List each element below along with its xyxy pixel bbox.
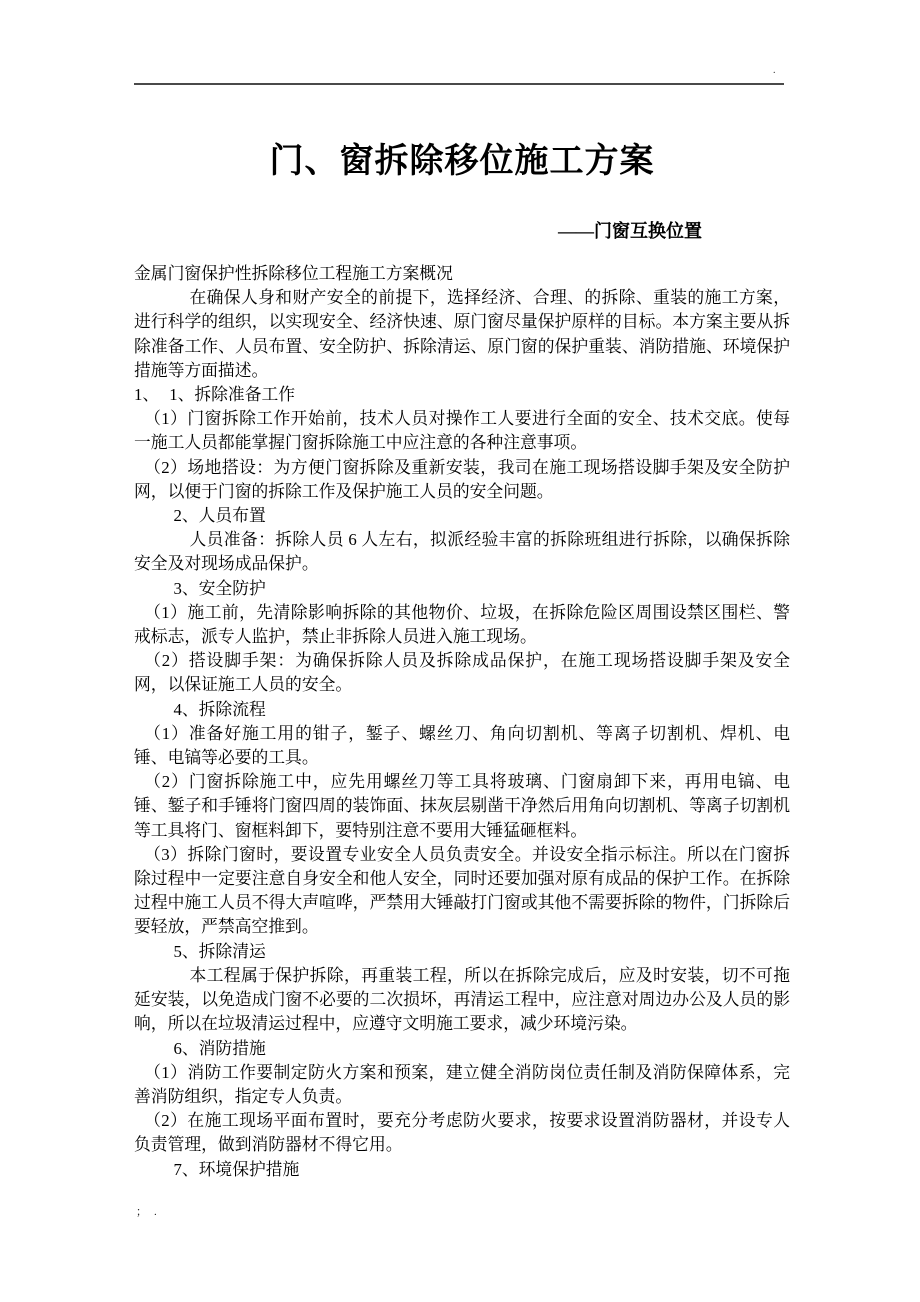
footer-semicolon: ； bbox=[136, 1206, 147, 1218]
document-content bbox=[134, 100, 790, 1182]
paragraph: （1）准备好施工用的钳子，錾子、螺丝刀、角向切割机、等离子切割机、焊机、电锤、电镐等必要的工具。 bbox=[134, 723, 790, 768]
paragraph: （3）拆除门窗时，要设置专业安全人员负责安全。并设安全指示标注。所以在门窗拆除过程中一定要注意自身安全和他人安全，同时还要加强对原有成品的保护工作。在拆除过程中施工人员不得大声喧哗，严禁用大锤敲打门窗或其他不需要拆除的物件，门拆除后要轻放，严禁高空推到。 bbox=[134, 844, 790, 937]
paragraph: （1）施工前，先清除影响拆除的其他物价、垃圾，在拆除危险区周围设禁区围栏、警戒标志，派专人监护，禁止非拆除人员进入施工现场。 bbox=[134, 602, 790, 647]
document-body bbox=[134, 262, 790, 1182]
footer-dot: . bbox=[154, 1206, 157, 1218]
paragraph: （2）搭设脚手架：为确保拆除人员及拆除成品保护，在施工现场搭设脚手架及安全网，以保证施工人员的安全。 bbox=[134, 651, 790, 695]
section-heading-6: 6、消防措施 bbox=[173, 1038, 266, 1058]
page-subtitle: ——门窗互换位置 bbox=[558, 221, 702, 241]
list-marker: 1、 bbox=[134, 385, 160, 405]
paragraph: （1）门窗拆除工作开始前，技术人员对操作工人要进行全面的安全、技术交底。使每一施工人员都能掌握门窗拆除施工中应注意的各种注意事项。 bbox=[134, 409, 790, 453]
section-heading-2: 2、人员布置 bbox=[173, 506, 266, 526]
footer-mark bbox=[136, 1205, 157, 1219]
header-rule bbox=[134, 83, 784, 85]
section-heading-1 bbox=[134, 383, 790, 407]
paragraph: （1）消防工作要制定防火方案和预案，建立健全消防岗位责任制及消防保障体系，完善消防组织，指定专人负责。 bbox=[134, 1062, 790, 1106]
paragraph: （2）场地搭设：为方便门窗拆除及重新安装，我司在施工现场搭设脚手架及安全防护网，以便于门窗的拆除工作及保护施工人员的安全问题。 bbox=[134, 457, 790, 501]
page-title: 门、窗拆除移位施工方案 bbox=[269, 143, 655, 180]
list-text: 1、拆除准备工作 bbox=[169, 385, 296, 405]
page-corner-mark: . bbox=[773, 65, 776, 76]
paragraph: 本工程属于保护拆除，再重装工程，所以在拆除完成后，应及时安装，切不可拖延安装，以免造成门窗不必要的二次损坏，再清运工程中，应注意对周边办公及人员的影响，所以在垃圾清运过程中，应遵守文明施工要求，减少环境污染。 bbox=[134, 965, 790, 1034]
paragraph: 人员准备：拆除人员 6 人左右，拟派经验丰富的拆除班组进行拆除，以确保拆除安全及对现场成品保护。 bbox=[134, 530, 790, 574]
paragraph: 在确保人身和财产安全的前提下，选择经济、合理、的拆除、重装的施工方案，进行科学的组织，以实现安全、经济快速、原门窗尽量保护原样的目标。本方案主要从拆除准备工作、人员布置、安全防护、拆除清运、原门窗的保护重装、消防措施、环境保护措施等方面描述。 bbox=[134, 288, 790, 380]
section-heading-5: 5、拆除清运 bbox=[173, 941, 266, 961]
paragraph: （2）门窗拆除施工中，应先用螺丝刀等工具将玻璃、门窗扇卸下来，再用电镐、电锤、錾子和手锤将门窗四周的装饰面、抹灰层剔凿干净然后用角向切割机、等离子切割机等工具将门、窗框料卸下，要特别注意不要用大锤猛砸框料。 bbox=[134, 772, 790, 840]
section-heading-3: 3、安全防护 bbox=[173, 578, 266, 598]
section-heading-4: 4、拆除流程 bbox=[173, 699, 266, 719]
paragraph: （2）在施工现场平面布置时，要充分考虑防火要求，按要求设置消防器材，并设专人负责管理，做到消防器材不得它用。 bbox=[134, 1111, 790, 1155]
overview-heading: 金属门窗保护性拆除移位工程施工方案概况 bbox=[134, 264, 453, 283]
section-heading-7: 7、环境保护措施 bbox=[173, 1159, 300, 1179]
